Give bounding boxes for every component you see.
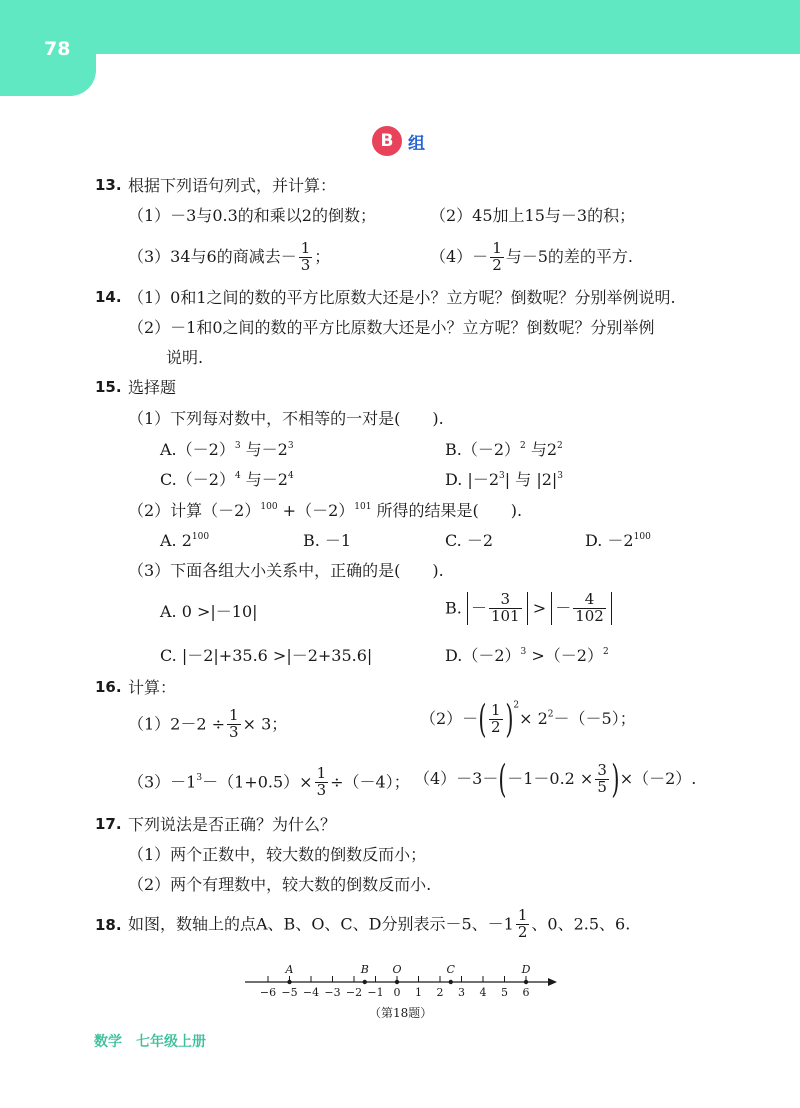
q13-text: 根据下列语句列式，并计算： xyxy=(128,176,337,195)
q13-number: 13. xyxy=(95,176,122,194)
q15-s3-option-a: A. 0 >|－10| xyxy=(160,602,258,621)
point-label: B xyxy=(360,963,369,976)
q13-part1: （1）－3与0.3的和乘以2的倒数； xyxy=(128,206,376,225)
number-line-points xyxy=(285,963,531,984)
q15-s3-option-c: C. |－2|+35.6 >|－2+35.6| xyxy=(160,646,373,665)
q15-s2-option-a: A. $2^{100}$ xyxy=(160,531,210,550)
tick-label: 1 xyxy=(415,986,422,999)
q13-part4: （4）－ $\frac{1}{2}$ 与－5的差的平方. xyxy=(430,239,634,274)
point-O xyxy=(395,980,399,984)
q14-part2-cont: 说明. xyxy=(166,348,204,367)
tick-label: −5 xyxy=(281,986,298,999)
q14-part2: （2）－1和0之间的数的平方比原数大还是小？立方呢？倒数呢？分别举例 xyxy=(128,318,655,337)
q15-s1-option-b: $B.(-2)^2$ 与$2^2$ xyxy=(445,440,563,459)
q15-s2-option-c: C. －2 xyxy=(445,531,494,550)
number-line-ticks xyxy=(260,976,530,999)
q15-s2-option-b: B. －1 xyxy=(303,531,352,550)
q16-part1: （1）2－2 ÷ $\frac{1}{3}$ × 3； xyxy=(128,706,288,741)
q15-s3-option-b: B. － $\frac{3}{101}$ > － $\frac{4}{102}$ xyxy=(445,592,612,625)
tick-label: −1 xyxy=(367,986,384,999)
point-label: D xyxy=(521,963,531,976)
q17-number: 17. xyxy=(95,815,122,833)
q17-part1: （1）两个正数中，较大数的倒数反而小； xyxy=(128,845,427,864)
q16-part3: $(3)-1^3-(1+0.5)\times$ $\frac{1}{3}$ ÷（－4）； xyxy=(128,764,410,799)
figure-caption: （第18题） xyxy=(369,1006,433,1020)
fraction: $\frac{1}{2}$ xyxy=(492,239,502,274)
page-number: 78 xyxy=(44,38,71,60)
q15-s1-option-a: $A.(-2)^3$ 与$-2^3$ xyxy=(160,440,294,459)
axis-arrow xyxy=(548,978,557,986)
q15-s2-option-d: D. $-2^{100}$ xyxy=(585,531,651,550)
q17-text: 下列说法是否正确？为什么？ xyxy=(128,815,337,834)
point-D xyxy=(524,980,528,984)
tick-label: 5 xyxy=(501,986,508,999)
q15-number: 15. xyxy=(95,378,122,396)
q13-part3: （3）34与6的商减去－ $\frac{1}{3}$ ； xyxy=(128,239,331,274)
point-C xyxy=(449,980,453,984)
q16-title: 计算： xyxy=(128,678,177,697)
point-label: A xyxy=(285,963,294,976)
tick-label: −3 xyxy=(324,986,341,999)
q18-text: 如图，数轴上的点A、B、O、C、D分别表示－5、－1 $\frac{1}{2}$ 、0、2.5、6. xyxy=(128,906,631,941)
q15-s1-stem: （1）下列每对数中，不相等的一对是( ). xyxy=(128,409,444,428)
tick-label: 0 xyxy=(393,986,401,999)
q15-s1-option-c: $C.(-2)^4$ 与$-2^4$ xyxy=(160,470,294,489)
footer: 数学 七年级上册 xyxy=(94,1034,206,1050)
q16-number: 16. xyxy=(95,678,122,696)
q17-part2: （2）两个有理数中，较大数的倒数反而小. xyxy=(128,875,432,894)
q16-part4: （4）－3－(－1－0.2 × $\frac{3}{5}$ )×（－2）. xyxy=(414,757,697,801)
q18-number: 18. xyxy=(95,916,122,934)
point-label: C xyxy=(446,963,455,976)
q15-s3-option-d: $D.(-2)^3 >(-2)^2$ xyxy=(445,646,609,665)
q14-part1: （1）0和1之间的数的平方比原数大还是小？立方呢？倒数呢？分别举例说明. xyxy=(128,288,676,307)
point-B xyxy=(363,980,367,984)
tick-label: −2 xyxy=(345,986,363,999)
tick-label: 4 xyxy=(479,986,487,999)
q13-part2: （2）45加上15与－3的积； xyxy=(430,206,636,225)
tick-label: 2 xyxy=(436,986,444,999)
q15-s1-option-d: D. $|-2^3|$ 与 $|2|^3$ xyxy=(445,470,564,489)
q15-s3-stem: （3）下面各组大小关系中，正确的是( ). xyxy=(128,561,444,580)
q14-number: 14. xyxy=(95,288,122,306)
tick-label: 6 xyxy=(522,986,530,999)
point-label: O xyxy=(392,963,402,976)
q16-part2: （2）－( $\frac{1}{2}$ )$^2\times 2^2-(-5)$； xyxy=(420,697,636,741)
q15-title: 选择题 xyxy=(128,378,177,397)
fraction: $\frac{1}{3}$ xyxy=(300,239,311,274)
group-badge: B xyxy=(372,126,402,156)
tick-label: −6 xyxy=(259,986,277,999)
q15-s2-stem: （2）计算$(-2)^{100} +(-2)^{101}$ 所得的结果是( ). xyxy=(128,501,523,520)
group-label: 组 xyxy=(408,133,425,154)
number-line-axis xyxy=(245,978,557,986)
tick-label: −4 xyxy=(302,986,320,999)
tick-label: 3 xyxy=(458,986,465,999)
point-A xyxy=(287,980,291,984)
